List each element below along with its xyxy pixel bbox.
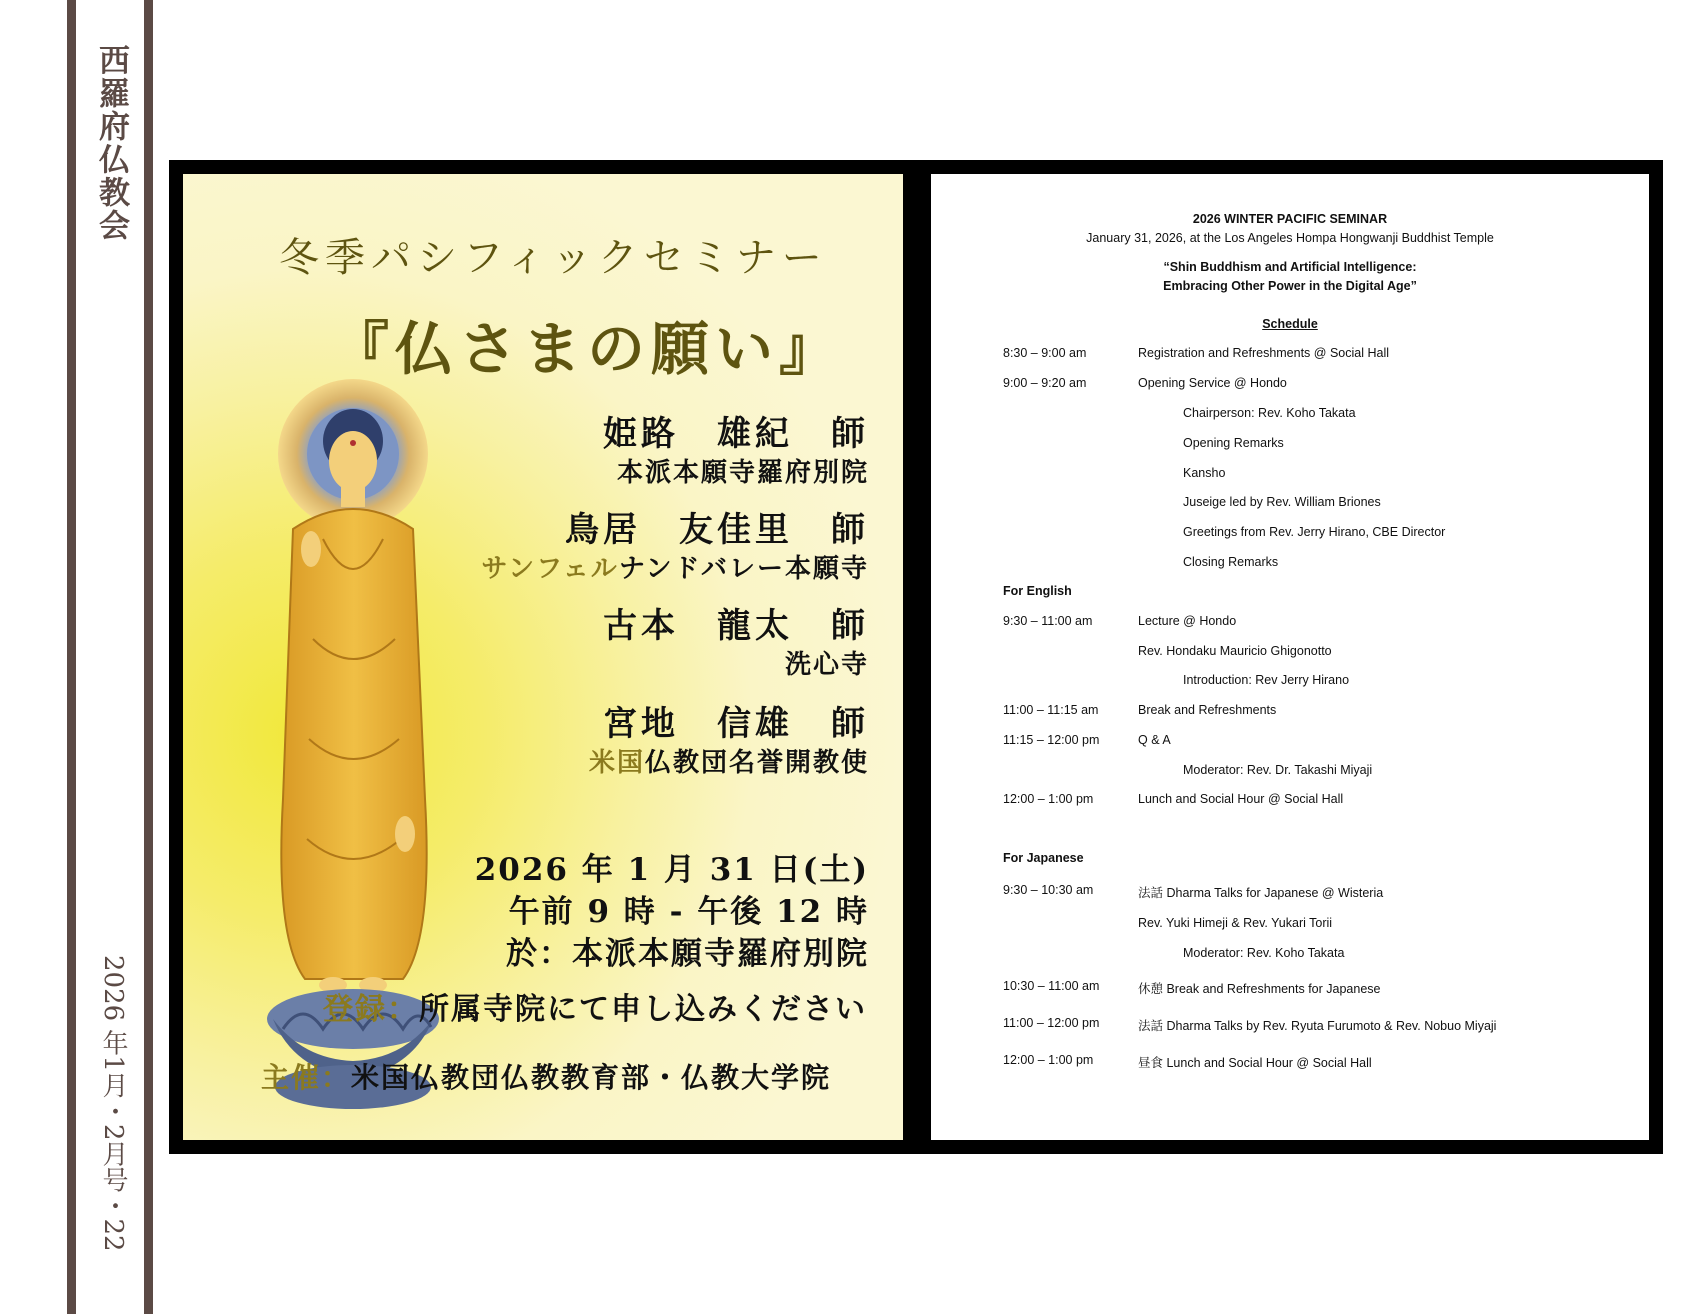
speaker-affiliation	[617, 452, 869, 489]
affiliation-prefix: 米国	[588, 748, 645, 778]
row-desc: Chairperson: Rev. Koho Takata	[1183, 406, 1356, 420]
row-time: 10:30 – 11:00 am	[1003, 979, 1100, 993]
row-desc: 休憩 Break and Refreshments for Japanese	[1138, 982, 1381, 996]
event-venue: 於：本派本願寺羅府別院	[506, 936, 869, 972]
row-desc: Kansho	[1183, 466, 1226, 480]
row-desc: 法話 Dharma Talks by Rev. Ryuta Furumoto & Rev. Nobuo Miyaji	[1138, 1019, 1497, 1033]
row-time: 11:00 – 12:00 pm	[1003, 1016, 1100, 1030]
schedule-row	[931, 1053, 1649, 1071]
schedule-row	[931, 406, 1649, 424]
event-time: 午前 9 時 - 午後 12 時	[508, 894, 869, 930]
host-text: 米国仏教団仏教教育部・仏教大学院	[351, 1061, 832, 1094]
speaker-affiliation	[481, 548, 869, 585]
affiliation-name: 洗心寺	[784, 650, 869, 680]
speaker-name: 鳥居 友佳里 師	[565, 510, 869, 550]
row-desc: Rev. Hondaku Mauricio Ghigonotto	[1138, 644, 1332, 658]
row-desc: 法話 Dharma Talks for Japanese @ Wisteria	[1138, 886, 1384, 900]
row-time: 12:00 – 1:00 pm	[1003, 1053, 1094, 1067]
schedule-row	[931, 495, 1649, 513]
row-desc: Registration and Refreshments @ Social Hall	[1138, 346, 1389, 360]
schedule-row	[931, 466, 1649, 484]
row-desc: Rev. Yuki Himeji & Rev. Yukari Torii	[1138, 916, 1333, 930]
poster-title: 冬季パシフィックセミナー	[279, 235, 828, 281]
affiliation-name: 仏教団名誉開教使	[644, 748, 869, 778]
theme-line: Embracing Other Power in the Digital Age”	[1163, 279, 1417, 293]
schedule-row	[931, 733, 1649, 751]
schedule-subtitle: January 31, 2026, at the Los Angeles Hompa Hongwanji Buddhist Temple	[1086, 231, 1494, 245]
schedule-heading: Schedule	[1262, 317, 1318, 331]
japanese-poster	[183, 174, 903, 1140]
row-desc: Moderator: Rev. Koho Takata	[1183, 946, 1345, 960]
newsletter-title: 西羅府仏教会	[93, 44, 129, 242]
affiliation-name: ナンドバレー本願寺	[618, 554, 869, 584]
schedule-row	[931, 673, 1649, 691]
issue-label: 2026 年1月・2月号・22	[98, 955, 128, 1252]
schedule-title: 2026 WINTER PACIFIC SEMINAR	[1192, 212, 1388, 226]
row-desc: Opening Remarks	[1183, 436, 1284, 450]
schedule-row	[931, 555, 1649, 573]
schedule-row	[931, 763, 1649, 781]
schedule-row	[931, 792, 1649, 810]
japanese-section-label: For Japanese	[1003, 851, 1084, 865]
schedule-row	[931, 346, 1649, 364]
theme-line: “Shin Buddhism and Artificial Intelligence:	[1163, 260, 1417, 274]
event-date: 2026 年 1 月 31 日(土)	[474, 852, 869, 888]
english-section-label: For English	[1003, 584, 1072, 598]
schedule-row	[931, 525, 1649, 543]
content-panel	[169, 160, 1663, 1154]
schedule-row	[931, 916, 1649, 934]
row-time: 12:00 – 1:00 pm	[1003, 792, 1094, 806]
speaker-name: 古本 龍太 師	[603, 606, 869, 646]
speaker-affiliation	[589, 742, 869, 779]
row-desc: Opening Service @ Hondo	[1138, 376, 1287, 390]
schedule-row	[931, 376, 1649, 394]
host-label: 主催：	[261, 1061, 352, 1094]
row-desc: Lunch and Social Hour @ Social Hall	[1138, 792, 1344, 806]
schedule-row	[931, 703, 1649, 721]
row-desc: Closing Remarks	[1183, 555, 1279, 569]
row-time: 9:30 – 10:30 am	[1003, 883, 1094, 897]
row-time: 11:15 – 12:00 pm	[1003, 733, 1100, 747]
schedule-row	[931, 883, 1649, 901]
row-desc: Lecture @ Hondo	[1138, 614, 1237, 628]
row-time: 8:30 – 9:00 am	[1003, 346, 1087, 360]
row-desc: Introduction: Rev Jerry Hirano	[1183, 673, 1350, 687]
schedule-row	[931, 946, 1649, 964]
registration-label: 登録：	[323, 992, 419, 1027]
schedule-row	[931, 644, 1649, 662]
schedule-row	[931, 614, 1649, 632]
registration-note	[323, 984, 867, 1028]
speaker-name: 姫路 雄紀 師	[603, 414, 869, 454]
row-desc: Juseige led by Rev. William Briones	[1183, 495, 1381, 509]
row-time: 9:00 – 9:20 am	[1003, 376, 1087, 390]
row-time: 11:00 – 11:15 am	[1003, 703, 1099, 717]
speaker-affiliation	[785, 644, 869, 681]
schedule-row	[931, 436, 1649, 454]
row-desc: 昼食 Lunch and Social Hour @ Social Hall	[1138, 1056, 1372, 1070]
host-note	[261, 1056, 831, 1096]
registration-text: 所属寺院にて申し込みください	[419, 992, 867, 1027]
poster-subtitle: 『仏さまの願い』	[331, 315, 844, 383]
english-schedule	[931, 174, 1649, 1140]
row-desc: Greetings from Rev. Jerry Hirano, CBE Director	[1183, 525, 1446, 539]
row-desc: Q & A	[1138, 733, 1171, 747]
row-desc: Break and Refreshments	[1138, 703, 1277, 717]
schedule-row	[931, 979, 1649, 997]
speaker-name: 宮地 信雄 師	[603, 704, 869, 744]
row-desc: Moderator: Rev. Dr. Takashi Miyaji	[1183, 763, 1373, 777]
row-time: 9:30 – 11:00 am	[1003, 614, 1093, 628]
schedule-row	[931, 1016, 1649, 1034]
affiliation-name: 本派本願寺羅府別院	[616, 458, 869, 488]
affiliation-prefix: サンフェル	[481, 554, 619, 584]
